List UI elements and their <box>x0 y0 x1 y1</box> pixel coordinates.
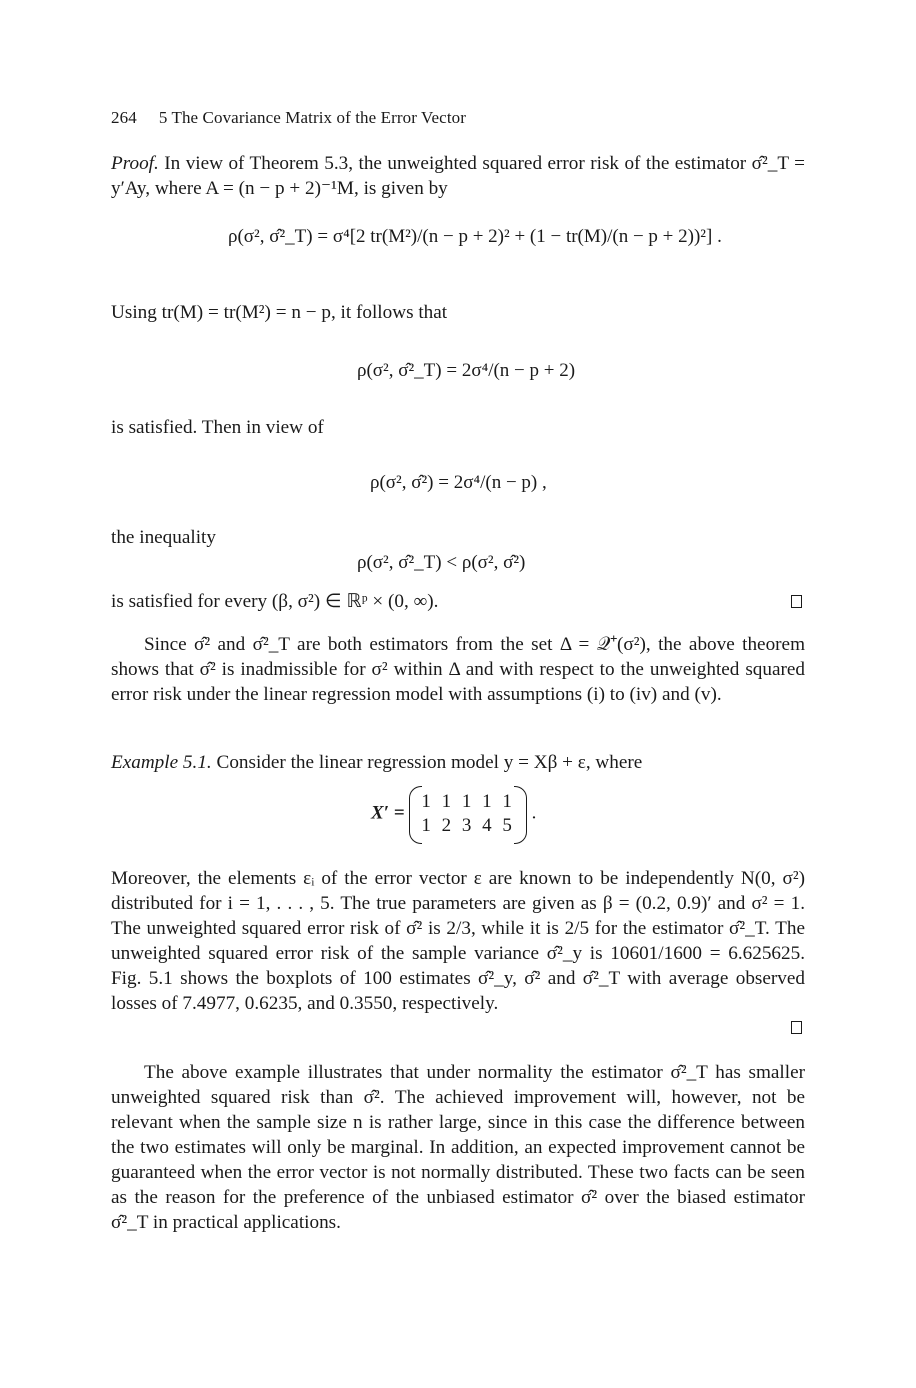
equation-risk-general: ρ(σ², σ̂²_T) = σ⁴[2 tr(M²)/(n − p + 2)² + (1 − tr(M)/(n − p + 2))²] . <box>228 226 722 247</box>
example-label: Example 5.1. <box>111 752 212 773</box>
left-paren <box>409 786 422 844</box>
example-intro-text: Consider the linear regression model y = Xβ + ε, where <box>211 752 643 773</box>
example-body: Moreover, the elements εᵢ of the error vector ε are known to be independently N(0, σ²) distributed for i = 1, . . . , 5. The true parameters are given as β = (0.2, 0.9)′ and σ² = 1. The unweighted squared error risk of σ̂² is 2/3, while it is 2/5 for the estimator σ̂²_T. The unweighted squared error risk of the sample variance σ̂²_y is 10601/1600 = 6.625625. Fig. 5.1 shows the boxplots of 100 estimates σ̂²_y, σ̂² and σ̂²_T with average observed losses of 7.4977, 0.6235, and 0.3550, respectively. <box>111 868 805 1014</box>
running-header <box>111 108 466 128</box>
proof-intro <box>111 151 805 201</box>
proof-intro-text: In view of Theorem 5.3, the unweighted squared error risk of the estimator σ̂²_T = y′Ay, where A = (n − p + 2)⁻¹M, is given by <box>111 153 805 199</box>
proof-conclusion: is satisfied for every (β, σ²) ∈ ℝᵖ × (0, ∞). <box>111 591 439 612</box>
qed-square-proof <box>791 595 802 608</box>
design-matrix <box>371 790 536 838</box>
right-paren <box>514 786 527 844</box>
proof-step-satisfied: is satisfied. Then in view of <box>111 417 324 438</box>
proof-step-trace: Using tr(M) = tr(M²) = n − p, it follows that <box>111 302 448 323</box>
matrix-body <box>409 790 527 838</box>
equation-inequality: ρ(σ², σ̂²_T) < ρ(σ², σ̂²) <box>357 552 526 573</box>
matrix-row-2: 1 2 3 4 5 <box>421 815 515 836</box>
example-intro <box>111 750 805 775</box>
proof-step-inequality: the inequality <box>111 527 216 548</box>
qed-square-example <box>791 1021 802 1034</box>
closing-paragraph: The above example illustrates that under normality the estimator σ̂²_T has smaller unweighted squared risk than σ̂². The achieved improvement will, however, not be relevant when the sample size n is rather large, since in this case the difference between the two estimates will only be marginal. In addition, an expected improvement cannot be guaranteed when the error vector is not normally distributed. These two facts can be seen as the reason for the preference of the unbiased estimator σ̂² over the biased estimator σ̂²_T in practical applications. <box>111 1062 805 1233</box>
remark-paragraph: Since σ̂² and σ̂²_T are both estimators from the set Δ = 𝒬⁺(σ²), the above theorem shows that σ̂² is inadmissible for σ² within Δ and with respect to the unweighted squared error risk under the linear regression model with assumptions (i) to (iv) and (v). <box>111 634 805 705</box>
matrix-lhs: X′ = <box>371 802 405 824</box>
equation-risk-T: ρ(σ², σ̂²_T) = 2σ⁴/(n − p + 2) <box>357 360 576 381</box>
matrix-row-1: 1 1 1 1 1 <box>421 791 515 812</box>
equation-risk-unbiased: ρ(σ², σ̂²) = 2σ⁴/(n − p) , <box>370 472 547 493</box>
proof-label: Proof. <box>111 153 159 174</box>
page-number: 264 <box>111 108 137 127</box>
running-title: 5 The Covariance Matrix of the Error Vector <box>158 108 467 127</box>
matrix-period: . <box>531 802 537 824</box>
